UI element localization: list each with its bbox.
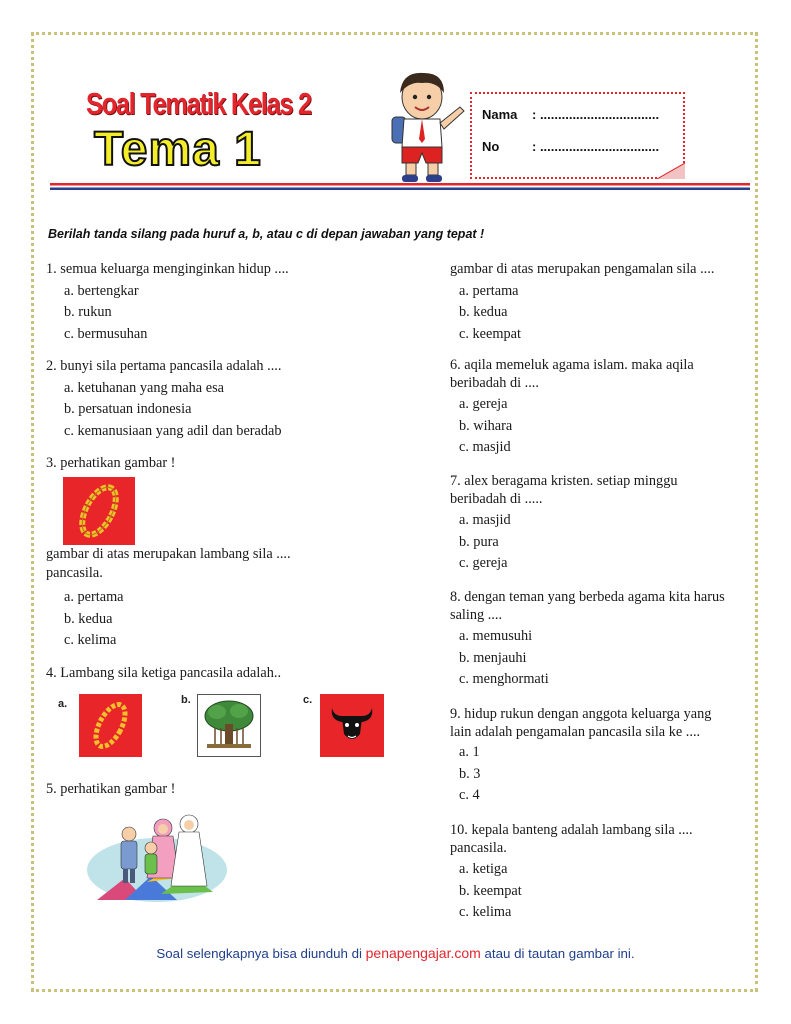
q1-option-c[interactable]: c. bermusuhan — [64, 325, 148, 342]
q4-chain-icon[interactable] — [79, 694, 142, 757]
q10-block — [450, 821, 750, 857]
question-8-line1: 8. dengan teman yang berbeda agama kita harus — [450, 589, 725, 605]
q8-block — [450, 588, 750, 624]
q5-continuation: gambar di atas merupakan pengamalan sila .... — [450, 261, 715, 277]
q6-option-b[interactable]: b. wihara — [459, 417, 513, 434]
q2-option-c[interactable]: c. kemanusiaan yang adil dan beradab — [64, 422, 282, 439]
footer-note — [0, 945, 791, 961]
bull-head-icon[interactable] — [320, 694, 384, 757]
q1-option-b[interactable]: b. rukun — [64, 304, 112, 320]
q9-option-a[interactable]: a. 1 — [459, 744, 480, 760]
question-9-line2: lain adalah pengamalan pancasila sila ke .... — [450, 724, 701, 740]
q10-option-a[interactable]: a. ketiga — [459, 861, 508, 877]
q3-caption-line2: pancasila. — [46, 565, 103, 581]
q4-letter-c: c. — [303, 694, 313, 706]
question-6-line2: beribadah di .... — [450, 375, 539, 391]
q6-options — [450, 394, 750, 459]
family-praying-illustration — [85, 808, 230, 904]
q8-options — [450, 626, 750, 691]
q7-option-a[interactable]: a. masjid — [459, 512, 511, 528]
q5-option-b[interactable]: b. kedua — [459, 304, 508, 320]
q3-caption — [46, 545, 431, 583]
name-box — [470, 92, 685, 179]
q7-option-c[interactable]: c. gereja — [459, 555, 508, 571]
q8-option-a[interactable]: a. memusuhi — [459, 628, 533, 644]
page-curl-icon — [657, 163, 685, 179]
q3-options — [46, 587, 431, 652]
q2-option-a[interactable]: a. ketuhanan yang maha esa — [64, 379, 224, 396]
question-2: 2. bunyi sila pertama pancasila adalah .... — [46, 358, 282, 374]
chain-symbol-icon — [63, 477, 135, 545]
q9-block — [450, 705, 750, 741]
q8-option-b[interactable]: b. menjauhi — [459, 649, 527, 666]
question-9-line1: 9. hidup rukun dengan anggota keluarga yang — [450, 706, 712, 722]
question-4: 4. Lambang sila ketiga pancasila adalah.. — [46, 665, 282, 681]
q9-option-b[interactable]: b. 3 — [459, 765, 481, 782]
q3-option-b[interactable]: b. kedua — [64, 610, 113, 627]
question-8-line2: saling .... — [450, 607, 503, 623]
q3-block — [46, 453, 431, 475]
q7-block — [450, 472, 750, 508]
q2-option-b[interactable]: b. persatuan indonesia — [64, 401, 192, 417]
q8-option-c[interactable]: c. menghormati — [459, 671, 549, 687]
instruction-text: Berilah tanda silang pada huruf a, b, atau c di depan jawaban yang tepat ! — [48, 227, 485, 241]
name-row — [482, 107, 659, 122]
question-3: 3. perhatikan gambar ! — [46, 455, 176, 471]
q2-block — [46, 356, 431, 442]
q6-option-c[interactable]: c. masjid — [459, 439, 511, 455]
question-6-line1: 6. aqila memeluk agama islam. maka aqila — [450, 357, 694, 373]
header-divider — [50, 183, 750, 191]
left-column — [46, 259, 431, 345]
number-row — [482, 139, 659, 154]
name-label: Nama — [482, 107, 518, 122]
question-10-line2: pancasila. — [450, 840, 507, 856]
question-10-line1: 10. kepala banteng adalah lambang sila .... — [450, 822, 693, 838]
question-1: 1. semua keluarga menginginkan hidup .... — [46, 261, 289, 277]
q7-option-b[interactable]: b. pura — [459, 533, 499, 550]
q3-caption-line1: gambar di atas merupakan lambang sila .... — [46, 546, 291, 562]
q5-option-c[interactable]: c. keempat — [459, 325, 521, 342]
q10-option-c[interactable]: c. kelima — [459, 904, 512, 920]
student-illustration — [384, 67, 472, 185]
q4-block — [46, 663, 431, 685]
q1-option-a[interactable]: a. bertengkar — [64, 282, 139, 299]
q9-options — [450, 742, 750, 807]
question-7-line2: beribadah di ..... — [450, 491, 543, 507]
q4-letter-a: a. — [58, 698, 68, 710]
q10-options — [450, 859, 750, 924]
question-7-line1: 7. alex beragama kristen. setiap minggu — [450, 473, 678, 489]
q3-option-c[interactable]: c. kelima — [64, 632, 117, 648]
q6-option-a[interactable]: a. gereja — [459, 396, 508, 412]
banyan-tree-icon[interactable] — [197, 694, 261, 757]
q5-option-a[interactable]: a. pertama — [459, 282, 519, 299]
q4-letter-b: b. — [181, 694, 191, 706]
q10-option-b[interactable]: b. keempat — [459, 882, 522, 899]
question-5: 5. perhatikan gambar ! — [46, 781, 176, 797]
footer-prefix: Soal selengkapnya bisa diunduh di — [156, 946, 366, 961]
number-label: No — [482, 139, 500, 154]
title-small: Soal Tematik Kelas 2 — [86, 86, 311, 121]
title-big: Tema 1 — [94, 123, 262, 176]
name-field[interactable]: : ................................. — [532, 107, 660, 122]
number-field[interactable]: : ................................. — [532, 139, 660, 154]
right-column — [450, 259, 750, 345]
q3-option-a[interactable]: a. pertama — [64, 589, 124, 605]
q7-options — [450, 510, 750, 575]
q6-block — [450, 356, 750, 392]
q5-block — [46, 779, 431, 801]
q9-option-c[interactable]: c. 4 — [459, 787, 480, 803]
footer-suffix: atau di tautan gambar ini. — [480, 946, 635, 961]
footer-link[interactable]: penapengajar.com — [365, 945, 481, 961]
